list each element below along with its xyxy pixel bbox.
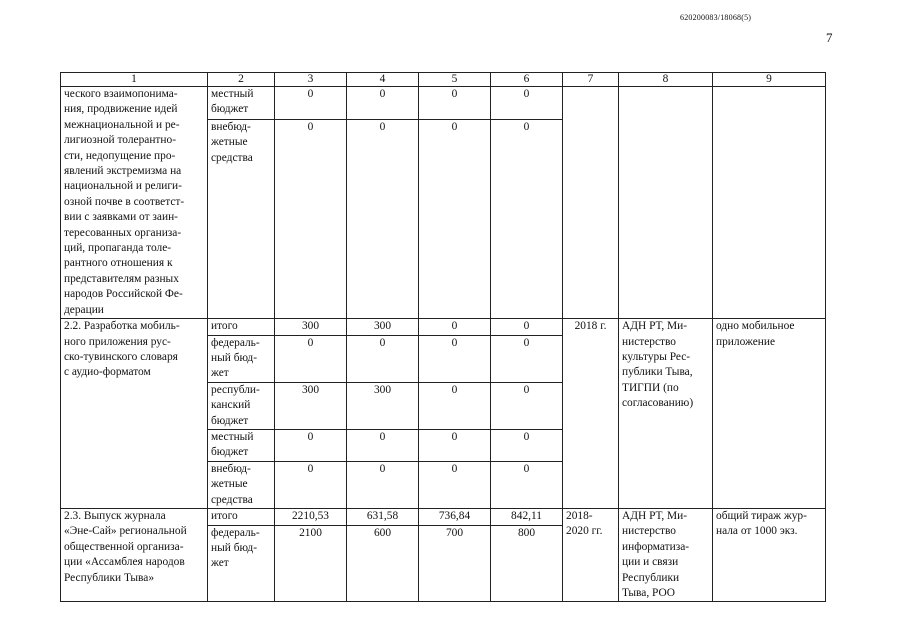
amount-year-1: 300 [347,319,419,335]
amount-year-2: 736,84 [419,508,491,525]
amount-total: 0 [275,87,347,120]
amount-year-3: 0 [491,382,563,429]
amount-year-1: 0 [347,335,419,382]
executor-cell [619,319,713,509]
result-cell [713,319,826,509]
text-line: жет [211,557,229,570]
amount-year-3: 800 [491,525,563,602]
text-line: ций, пропаганда толе- [64,242,172,255]
amount-year-3: 0 [491,119,563,318]
period-cell: 2018 г. [563,319,619,509]
text-line: Тыва, РОО [622,587,675,599]
amount-total: 0 [275,335,347,382]
column-header: 3 [275,73,347,87]
text-line: АДН РТ, Ми- [622,509,688,522]
executor-cell [619,87,713,319]
text-line: 2020 гг. [566,525,603,538]
amount-year-3: 0 [491,335,563,382]
executor-cell [619,508,713,601]
funding-source [208,87,275,120]
funding-source [208,319,275,335]
column-header: 6 [491,73,563,87]
text-line: 2.3. Выпуск журнала [64,509,166,522]
amount-year-3: 0 [491,87,563,120]
amount-year-1: 0 [347,461,419,508]
text-line: публики Тыва, [622,366,693,379]
amount-total: 300 [275,319,347,335]
funding-source [208,461,275,508]
amount-year-3: 0 [491,461,563,508]
funding-source [208,429,275,461]
text-line: ско-тувинского словаря [64,350,178,363]
text-line: национальной и религи- [64,180,182,193]
amount-year-2: 0 [419,461,491,508]
amount-year-2: 0 [419,87,491,120]
amount-year-2: 0 [419,429,491,461]
text-line: жет [211,367,229,380]
amount-year-2: 0 [419,319,491,335]
amount-total: 2210,53 [275,508,347,525]
page-number: 7 [826,30,833,45]
program-activities-table [60,72,826,602]
amount-year-2: 700 [419,525,491,602]
result-cell [713,508,826,601]
text-line: АДН РТ, Ми- [622,320,688,333]
text-line: ческого взаимопонима- [64,88,178,100]
column-header: 7 [563,73,619,87]
text-line: канский [211,399,251,412]
text-line: средства [211,493,253,506]
text-line: вии с заявками от заин- [64,211,178,224]
amount-year-1: 0 [347,119,419,318]
text-line: дерации [64,303,104,316]
text-line: тересованных организа- [64,226,182,239]
period-cell [563,87,619,319]
table-row [61,87,826,120]
text-line: бюджет [211,414,249,427]
text-line: «Эне-Сай» региональной [64,525,187,538]
text-line: межнациональной и ре- [64,118,180,131]
text-line: местный [211,88,254,100]
text-line: итого [211,509,238,522]
text-line: культуры Рес- [622,350,691,363]
text-line: Республики Тыва» [64,571,155,584]
text-line: ции и связи [622,556,679,569]
text-line: внебюд- [211,120,251,133]
text-line: рантного отношения к [64,257,173,270]
column-header: 1 [61,73,208,87]
amount-year-1: 631,58 [347,508,419,525]
column-header: 2 [208,73,275,87]
amount-year-1: 0 [347,87,419,120]
text-line: народов Российской Фе- [64,288,183,301]
amount-year-3: 0 [491,429,563,461]
column-header: 4 [347,73,419,87]
text-line: федераль- [211,526,260,539]
amount-total: 2100 [275,525,347,602]
text-line: явлений экстремизма на [64,165,182,178]
text-line: Республики [622,571,680,584]
text-line: бюджет [211,446,249,459]
amount-year-3: 0 [491,319,563,335]
amount-total: 300 [275,382,347,429]
text-line: жетные [211,136,248,149]
text-line: ный бюд- [211,541,258,554]
text-line: общий тираж жур- [716,509,807,522]
amount-total: 0 [275,461,347,508]
funding-source [208,382,275,429]
text-line: информатиза- [622,540,690,553]
activity-description [61,508,208,601]
text-line: приложение [716,335,776,348]
column-header: 8 [619,73,713,87]
activity-description [61,87,208,319]
column-header: 9 [713,73,826,87]
text-line: ТИГПИ (по [622,381,679,394]
amount-year-3: 842,11 [491,508,563,525]
text-line: нистерство [622,525,677,538]
text-line: ного приложения рус- [64,335,171,348]
text-line: ции «Ассамблея народов [64,556,185,569]
text-line: общественной организа- [64,540,184,553]
amount-total: 0 [275,429,347,461]
column-number-row [61,73,826,87]
text-line: нистерство [622,335,677,348]
funding-source [208,119,275,318]
document-id: 620200083/18068(5) [680,13,752,22]
table-row [61,319,826,335]
text-line: местный [211,430,254,443]
text-line: республи- [211,383,260,396]
funding-source [208,525,275,602]
funding-source [208,335,275,382]
text-line: итого [211,320,238,333]
text-line: внебюд- [211,462,251,475]
amount-year-1: 600 [347,525,419,602]
text-line: сти, недопущение про- [64,149,176,162]
amount-year-2: 0 [419,382,491,429]
amount-year-2: 0 [419,119,491,318]
amount-year-1: 0 [347,429,419,461]
text-line: бюджет [211,103,249,116]
text-line: одно мобильное [716,320,795,333]
result-cell [713,87,826,319]
text-line: средства [211,151,253,164]
column-header: 5 [419,73,491,87]
text-line: ния, продвижение идей [64,103,178,116]
text-line: лигиозной толерантно- [64,134,176,147]
amount-total: 0 [275,119,347,318]
text-line: представителям разных [64,272,179,285]
amount-year-1: 300 [347,382,419,429]
text-line: ный бюд- [211,351,258,364]
period-cell [563,508,619,601]
amount-year-2: 0 [419,335,491,382]
funding-source [208,508,275,525]
text-line: федераль- [211,336,260,349]
text-line: 2018- [566,509,593,522]
text-line: жетные [211,478,248,491]
text-line: согласованию) [622,397,694,410]
text-line: озной почве в соответст- [64,195,185,208]
activity-description [61,319,208,509]
text-line: 2.2. Разработка мобиль- [64,320,180,333]
text-line: нала от 1000 экз. [716,525,798,538]
text-line: с аудио-форматом [64,366,151,379]
table-row [61,508,826,525]
